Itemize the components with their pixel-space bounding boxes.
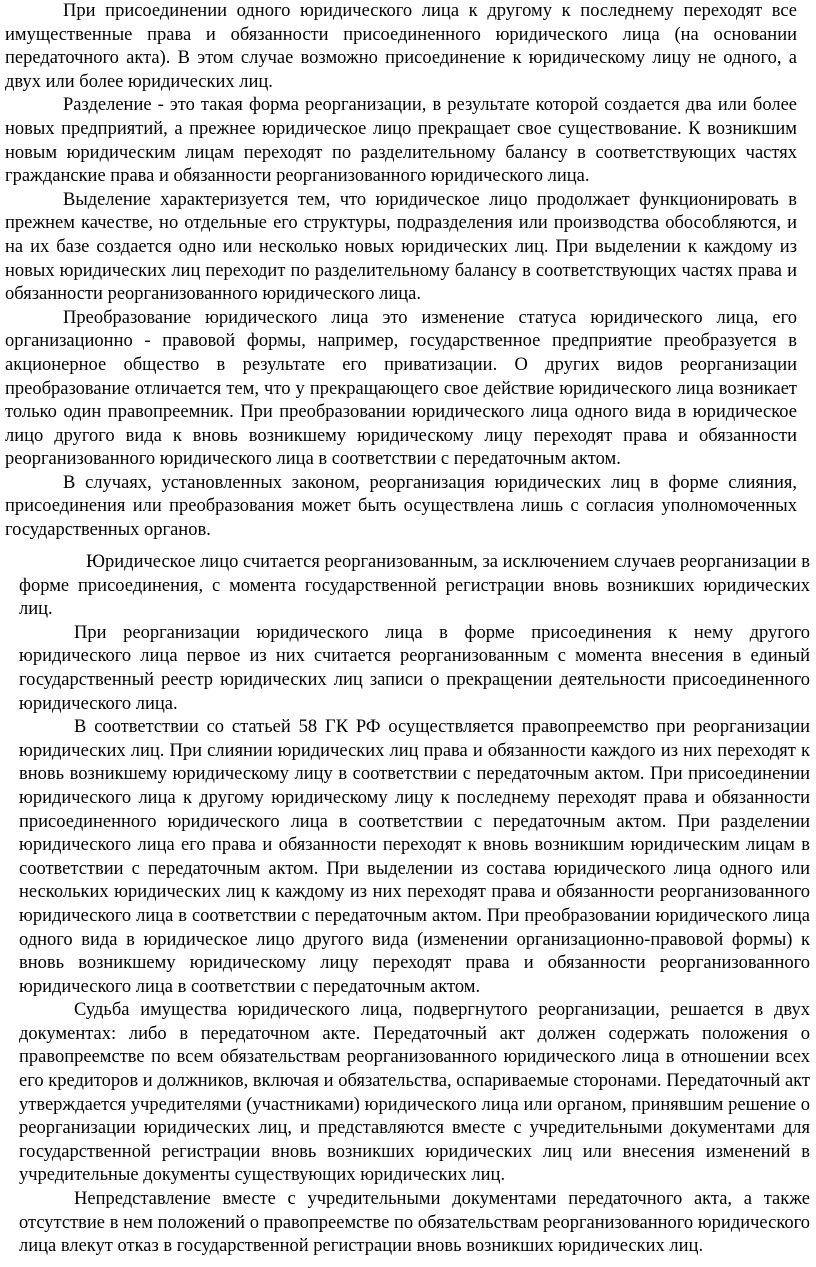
paragraph-absorption-registry: При реорганизации юридического лица в форме присоединения к нему другого юридического лица первое из них считается реорганизованным с момента внесения в единый государственный реестр юридических лиц записи о прекращении деятельности присоединенного юридического лица.	[19, 622, 810, 714]
paragraph-reorganization-moment: Юридическое лицо считается реорганизованным, за исключением случаев реорганизации в форме присоединения, с момента государственной регистрации вновь возникших юридических лиц.	[19, 552, 810, 620]
text-section-upper	[5, 0, 797, 543]
paragraph-property-fate: Судьба имущества юридического лица, подвергнутого реорганизации, решается в двух документах: либо в передаточном акте. Передаточный акт должен содержать положения о правопреемстве по всем обязательствам реорганизованного юридического лица в отношении всех его кредиторов и должников, включая и обязательства, оспариваемые сторонами. Передаточный акт утверждается учредителями (участниками) юридического лица или органом, принявшим решение о реорганизации юридических лиц, и представляются вместе с учредительными документами для государственной регистрации вновь возникших юридических лиц или внесения изменений в учредительные документы существующих юридических лиц.	[19, 1000, 810, 1186]
paragraph-state-consent: В случаях, установленных законом, реорганизация юридических лиц в форме слияния, присоединения или преобразования может быть осуществлена лишь с согласия уполномоченных государственных органов.	[5, 472, 797, 541]
paragraph-merger-absorption: При присоединении одного юридического лица к другому к последнему переходят все имущественные права и обязанности присоединенного юридического лица (на основании передаточного акта). В этом случае возможно присоединение к юридическому лицу не одного, а двух или более юридических лиц.	[5, 1, 797, 92]
paragraph-registration-refusal: Непредставление вместе с учредительными документами передаточного акта, а также отсутствие в нем положений о правопреемстве по обязательствам реорганизованного юридического лица влекут отказ в государственной регистрации вновь возникших юридических лиц.	[19, 1189, 810, 1257]
paragraph-division: Разделение - это такая форма реорганизации, в результате которой создается два или более новых предприятий, а прежнее юридическое лицо прекращает свое существование. К возникшим новым юридическим лицам переходят по разделительному балансу в соответствующих частях гражданские права и обязанности реорганизованного юридического лица.	[5, 95, 797, 187]
text-section-lower	[19, 551, 810, 1259]
paragraph-article-58: В соответствии со статьей 58 ГК РФ осуществляется правопреемство при реорганизации юридических лиц. При слиянии юридических лиц права и обязанности каждого из них переходят к вновь возникшему юридическому лицу в соответствии с передаточным актом. При присоединении юридического лица к другому юридическому лицу к последнему переходят права и обязанности присоединенного юридического лица в соответствии с передаточным актом. При разделении юридического лица его права и обязанности переходят к вновь возникшим юридическим лицам в соответствии с передаточным актом. При выделении из состава юридического лица одного или нескольких юридических лиц к каждому из них переходят права и обязанности реорганизованного юридического лица в соответствии с передаточным актом. При преобразовании юридического лица одного вида в юридическое лицо другого вида (изменении организационно-правовой формы) к вновь возникшему юридическому лицу переходят права и обязанности реорганизованного юридического лица в соответствии с передаточным актом.	[19, 717, 810, 997]
paragraph-spin-off: Выделение характеризуется тем, что юридическое лицо продолжает функционировать в прежнем качестве, но отдельные его структуры, подразделения или производства обособляются, и на их базе создается одно или несколько новых юридических лиц. При выделении к каждому из новых юридических лиц переходит по разделительному балансу в соответствующих частях права и обязанности реорганизованного юридического лица.	[5, 189, 797, 305]
paragraph-transformation: Преобразование юридического лица это изменение статуса юридического лица, его организационно - правовой формы, например, государственное предприятие преобразуется в акционерное общество в результате его приватизации. О других видов реорганизации преобразование отличается тем, что у прекращающего свое действие юридического лица возникает только один правопреемник. При преобразовании юридического лица одного вида в юридическое лицо другого вида к вновь возникшему юридическому лицу переходят права и обязанности реорганизованного юридического лица в соответствии с передаточным актом.	[5, 307, 797, 470]
